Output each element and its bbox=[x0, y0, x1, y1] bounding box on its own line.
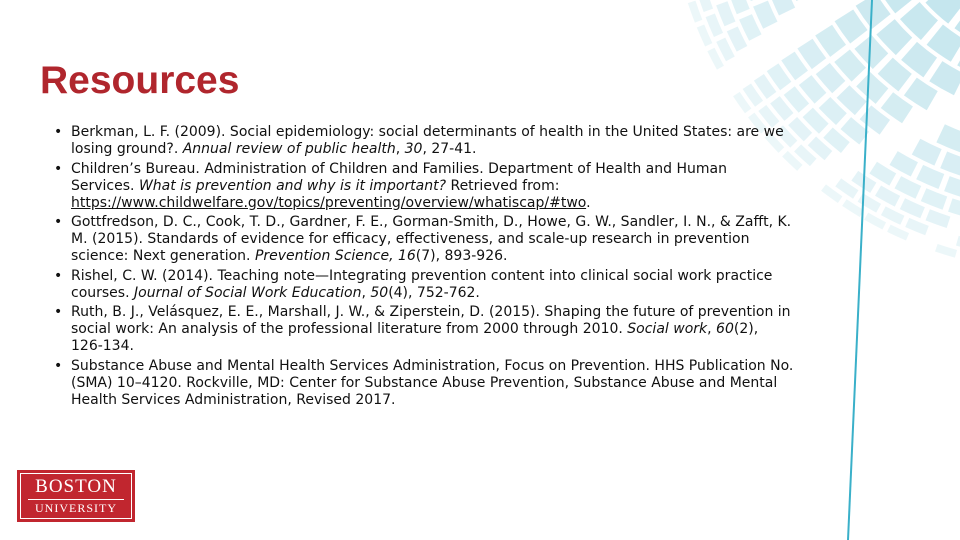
pattern-tile bbox=[706, 13, 723, 37]
boston-university-logo bbox=[17, 470, 135, 522]
logo-line-boston: BOSTON bbox=[35, 476, 117, 497]
logo-divider bbox=[28, 499, 124, 500]
reference-item: • Children’s Bureau. Administration of Children and Families. Department of Health and Human Services. What is prevention and why is it important? Retrieved from: https://www.childwelfare.gov/topics/preventing/overview/whatiscap/#two. bbox=[54, 161, 794, 212]
reference-list bbox=[54, 124, 794, 411]
reference-item: • Berkman, L. F. (2009). Social epidemiology: social determinants of health in the United States: are we losing ground?. Annual review of public health, 30, 27-41. bbox=[54, 124, 794, 158]
pattern-tile bbox=[944, 176, 960, 199]
pattern-tile bbox=[926, 209, 951, 228]
pattern-tile bbox=[900, 198, 925, 218]
reference-item: • Substance Abuse and Mental Health Services Administration, Focus on Prevention. HHS Publication No. (SMA) 10–4120. Rockville, MD: Center for Substance Abuse Prevention, Substance Abuse and Mental Health Services Administration, Revised 2017. bbox=[54, 358, 794, 409]
pattern-tile bbox=[688, 1, 702, 23]
pattern-tile bbox=[921, 188, 947, 209]
pattern-tile bbox=[697, 0, 713, 12]
pattern-tile bbox=[935, 244, 957, 258]
logo-frame bbox=[20, 473, 132, 519]
reference-item: • Ruth, B. J., Velásquez, E. E., Marshall, J. W., & Ziperstein, D. (2015). Shaping the future of prevention in social work: An analysis of the professional literature from 2000 through 2010. Social work, 60(2), 126-134. bbox=[54, 304, 794, 355]
slide-title: Resources bbox=[40, 59, 240, 102]
pattern-tile bbox=[716, 1, 735, 26]
pattern-tile bbox=[940, 151, 960, 176]
pattern-tile bbox=[916, 165, 944, 189]
pattern-tile bbox=[905, 218, 929, 235]
pattern-tile bbox=[729, 0, 750, 14]
reference-item: • Rishel, C. W. (2014). Teaching note—Integrating prevention content into clinical social work practice courses. Journal of Social Work Education, 50(4), 752-762. bbox=[54, 268, 794, 302]
pattern-tile bbox=[956, 236, 960, 251]
logo-line-university: UNIVERSITY bbox=[35, 501, 117, 515]
pattern-tile bbox=[753, 1, 777, 29]
pattern-tile bbox=[948, 198, 960, 218]
pattern-tile bbox=[936, 124, 960, 152]
reference-item: • Gottfredson, D. C., Cook, T. D., Gardner, F. E., Gorman-Smith, D., Howe, G. W., Sandler, I. N., & Zafft, K. M. (2015). Standards of evidence for efficacy, effectiveness, and scale-up research in prevention science: Next generation. Prevention Science, 16(7), 893-926. bbox=[54, 214, 794, 265]
reference-link[interactable]: https://www.childwelfare.gov/topics/preventing/overview/whatiscap/#two bbox=[71, 194, 587, 211]
